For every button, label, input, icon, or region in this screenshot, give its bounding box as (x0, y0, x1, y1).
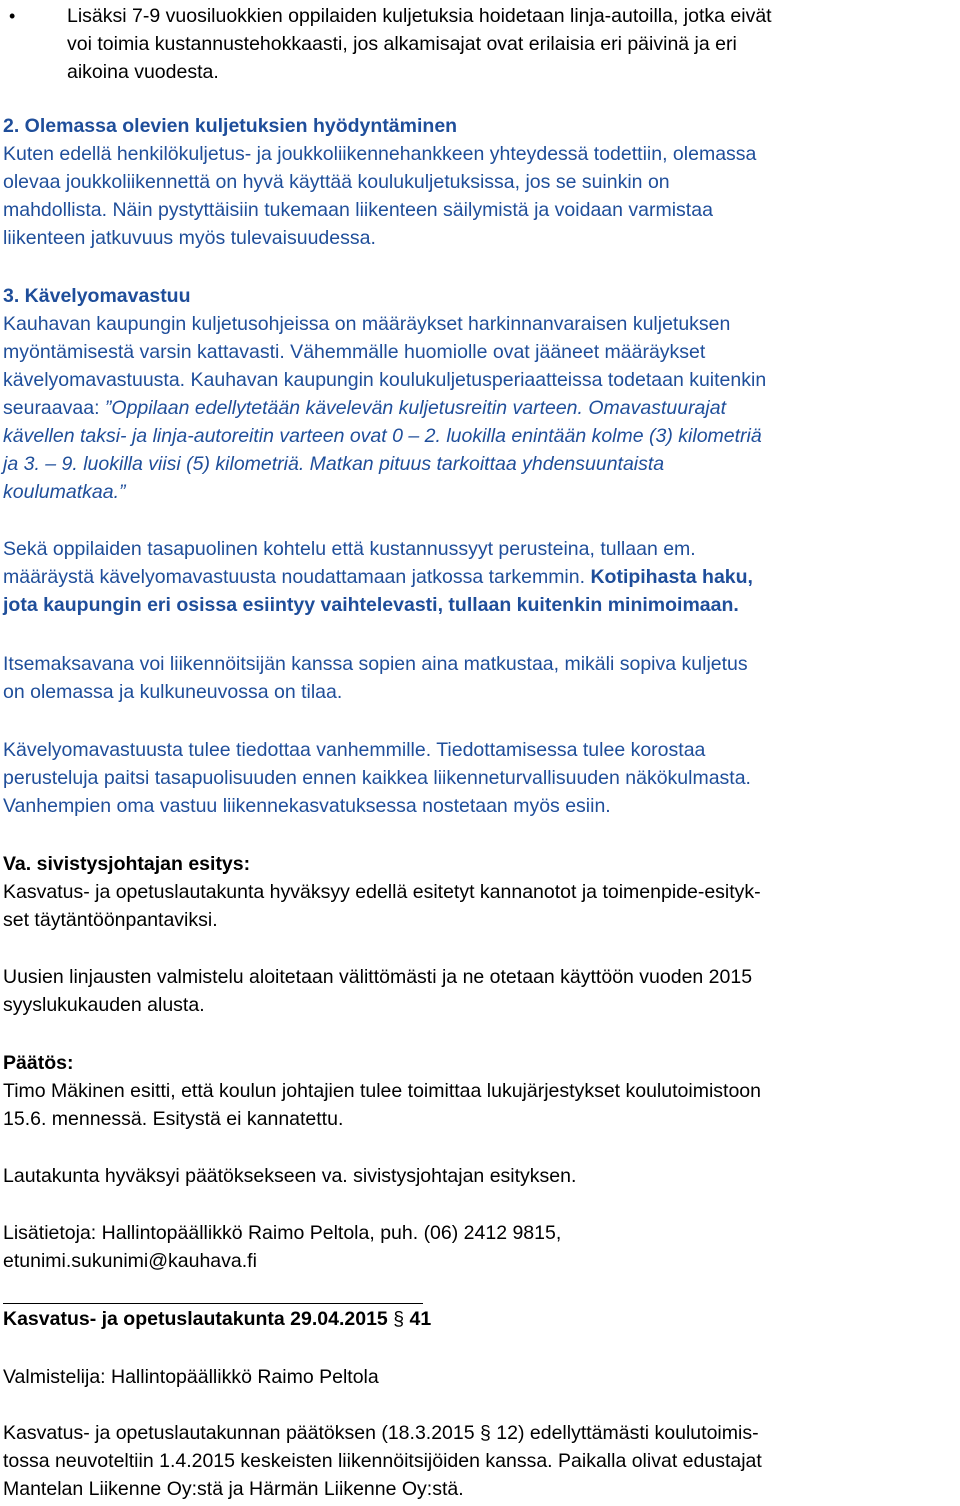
parents-line-3: Vanhempien oma vastuu liikennekasvatuksessa nostetaan myös esiin. (3, 795, 611, 817)
section-3-line-4 (3, 394, 726, 423)
section-2-line-4: liikenteen jatkuvuus myös tulevaisuudessa. (3, 227, 376, 249)
self-line-2: on olemassa ja kulkuneuvossa on tilaa. (3, 681, 343, 703)
equal-line-2-text: määräystä kävelyomavastuusta noudattamaan jatkossa tarkemmin. (3, 566, 591, 588)
section-sign: § (393, 1308, 405, 1330)
section-3-line-3: kävelyomavastuusta. Kauhavan kaupungin koulukuljetusperiaatteissa todetaan kuitenkin (3, 369, 767, 391)
routes-line-1: Uusien linjausten valmistelu aloitetaan välittömästi ja ne otetaan käyttöön vuoden 2015 (3, 966, 753, 988)
section-2-heading: 2. Olemassa olevien kuljetuksien hyödyntäminen (3, 115, 458, 137)
decision-line-1: Timo Mäkinen esitti, että koulun johtajien tulee toimittaa lukujärjestykset koulutoimistoon (3, 1080, 761, 1102)
section-3-line-5: kävellen taksi- ja linja-autoreitin varteen ovat 0 – 2. luokilla enintään kolme (3) kilometriä (3, 425, 762, 447)
section-3-quote-start: ”Oppilaan edellytetään kävelevän kuljetusreitin varteen. Omavastuurajat (104, 397, 727, 419)
section-3-line-7: koulumatkaa.” (3, 481, 126, 503)
section-3-line-6: ja 3. – 9. luokilla viisi (5) kilometriä. Matkan pituus tarkoittaa yhdensuuntaista (3, 453, 665, 475)
final-line-1-c: 12) edellyttämästi koulutoimis- (490, 1422, 759, 1444)
section-2-line-1: Kuten edellä henkilökuljetus- ja joukkoliikennehankkeen yhteydessä todettiin, olemassa (3, 143, 757, 165)
final-line-1 (3, 1419, 759, 1448)
bullet-line-3: aikoina vuodesta. (67, 61, 219, 83)
proposal-heading: Va. sivistysjohtajan esitys: (3, 853, 251, 875)
contact-email: etunimi.sukunimi@kauhava.fi (3, 1250, 257, 1272)
parents-line-1: Kävelyomavastuusta tulee tiedottaa vanhemmille. Tiedottamisessa tulee korostaa (3, 739, 706, 761)
section-divider (3, 1303, 423, 1304)
section-3-line-2: myöntämisestä varsin kattavasti. Vähemmälle huomiolle ovat jääneet määräykset (3, 341, 706, 363)
bullet-line-1: Lisäksi 7-9 vuosiluokkien oppilaiden kuljetuksia hoidetaan linja-autoilla, jotka eivät (67, 5, 772, 27)
final-line-1-a: Kasvatus- ja opetuslautakunnan päätöksen (18.3.2015 (3, 1422, 481, 1444)
decision-approved: Lautakunta hyväksyi päätöksekseen va. sivistysjohtajan esityksen. (3, 1165, 577, 1187)
parents-line-2: perusteluja paitsi tasapuolisuuden ennen kaikkea liikenneturvallisuuden näkökulmasta. (3, 767, 751, 789)
equal-line-2-bold: Kotipihasta haku, (590, 566, 753, 588)
section-2-line-3: mahdollista. Näin pystyttäisiin tukemaan liikenteen säilymistä ja voidaan varmistaa (3, 199, 713, 221)
equal-line-2 (3, 563, 753, 592)
proposal-line-2: set täytäntöönpantaviksi. (3, 909, 218, 931)
section-2-line-2: olevaa joukkoliikennettä on hyvä käyttää koulukuljetuksissa, jos se suinkin on (3, 171, 670, 193)
bullet-line-2: voi toimia kustannustehokkaasti, jos alkamisajat ovat erilaisia eri päivinä ja eri (67, 33, 737, 55)
bullet-marker: • (9, 6, 16, 26)
minutes-header (3, 1305, 431, 1334)
equal-line-3: jota kaupungin eri osissa esiintyy vaihtelevasti, tullaan kuitenkin minimoimaan. (3, 594, 739, 616)
final-line-2: tossa neuvoteltiin 1.4.2015 keskeisten liikennöitsijöiden kanssa. Paikalla olivat edustajat (3, 1450, 762, 1472)
section-3-line-1: Kauhavan kaupungin kuljetusohjeissa on määräykset harkinnanvaraisen kuljetuksen (3, 313, 731, 335)
section-3-line-4-lead: seuraavaa: (3, 397, 105, 419)
routes-line-2: syyslukukauden alusta. (3, 994, 205, 1016)
decision-heading: Päätös: (3, 1052, 74, 1074)
section-3-heading: 3. Kävelyomavastuu (3, 285, 191, 307)
decision-line-2: 15.6. mennessä. Esitystä ei kannatettu. (3, 1108, 344, 1130)
final-line-1-sign: § (480, 1422, 491, 1444)
contact-line-1: Lisätietoja: Hallintopäällikkö Raimo Peltola, puh. (06) 2412 9815, (3, 1222, 562, 1244)
preparer: Valmistelija: Hallintopäällikkö Raimo Peltola (3, 1366, 379, 1388)
self-line-1: Itsemaksavana voi liikennöitsijän kanssa sopien aina matkustaa, mikäli sopiva kuljetus (3, 653, 748, 675)
equal-line-1: Sekä oppilaiden tasapuolinen kohtelu että kustannussyyt perusteina, tullaan em. (3, 538, 696, 560)
minutes-number: 41 (409, 1308, 432, 1330)
final-line-3: Mantelan Liikenne Oy:stä ja Härmän Liikenne Oy:stä. (3, 1478, 464, 1500)
minutes-board: Kasvatus- ja opetuslautakunta 29.04.2015 (3, 1308, 388, 1330)
proposal-line-1: Kasvatus- ja opetuslautakunta hyväksyy edellä esitetyt kannanotot ja toimenpide-esityk- (3, 881, 761, 903)
